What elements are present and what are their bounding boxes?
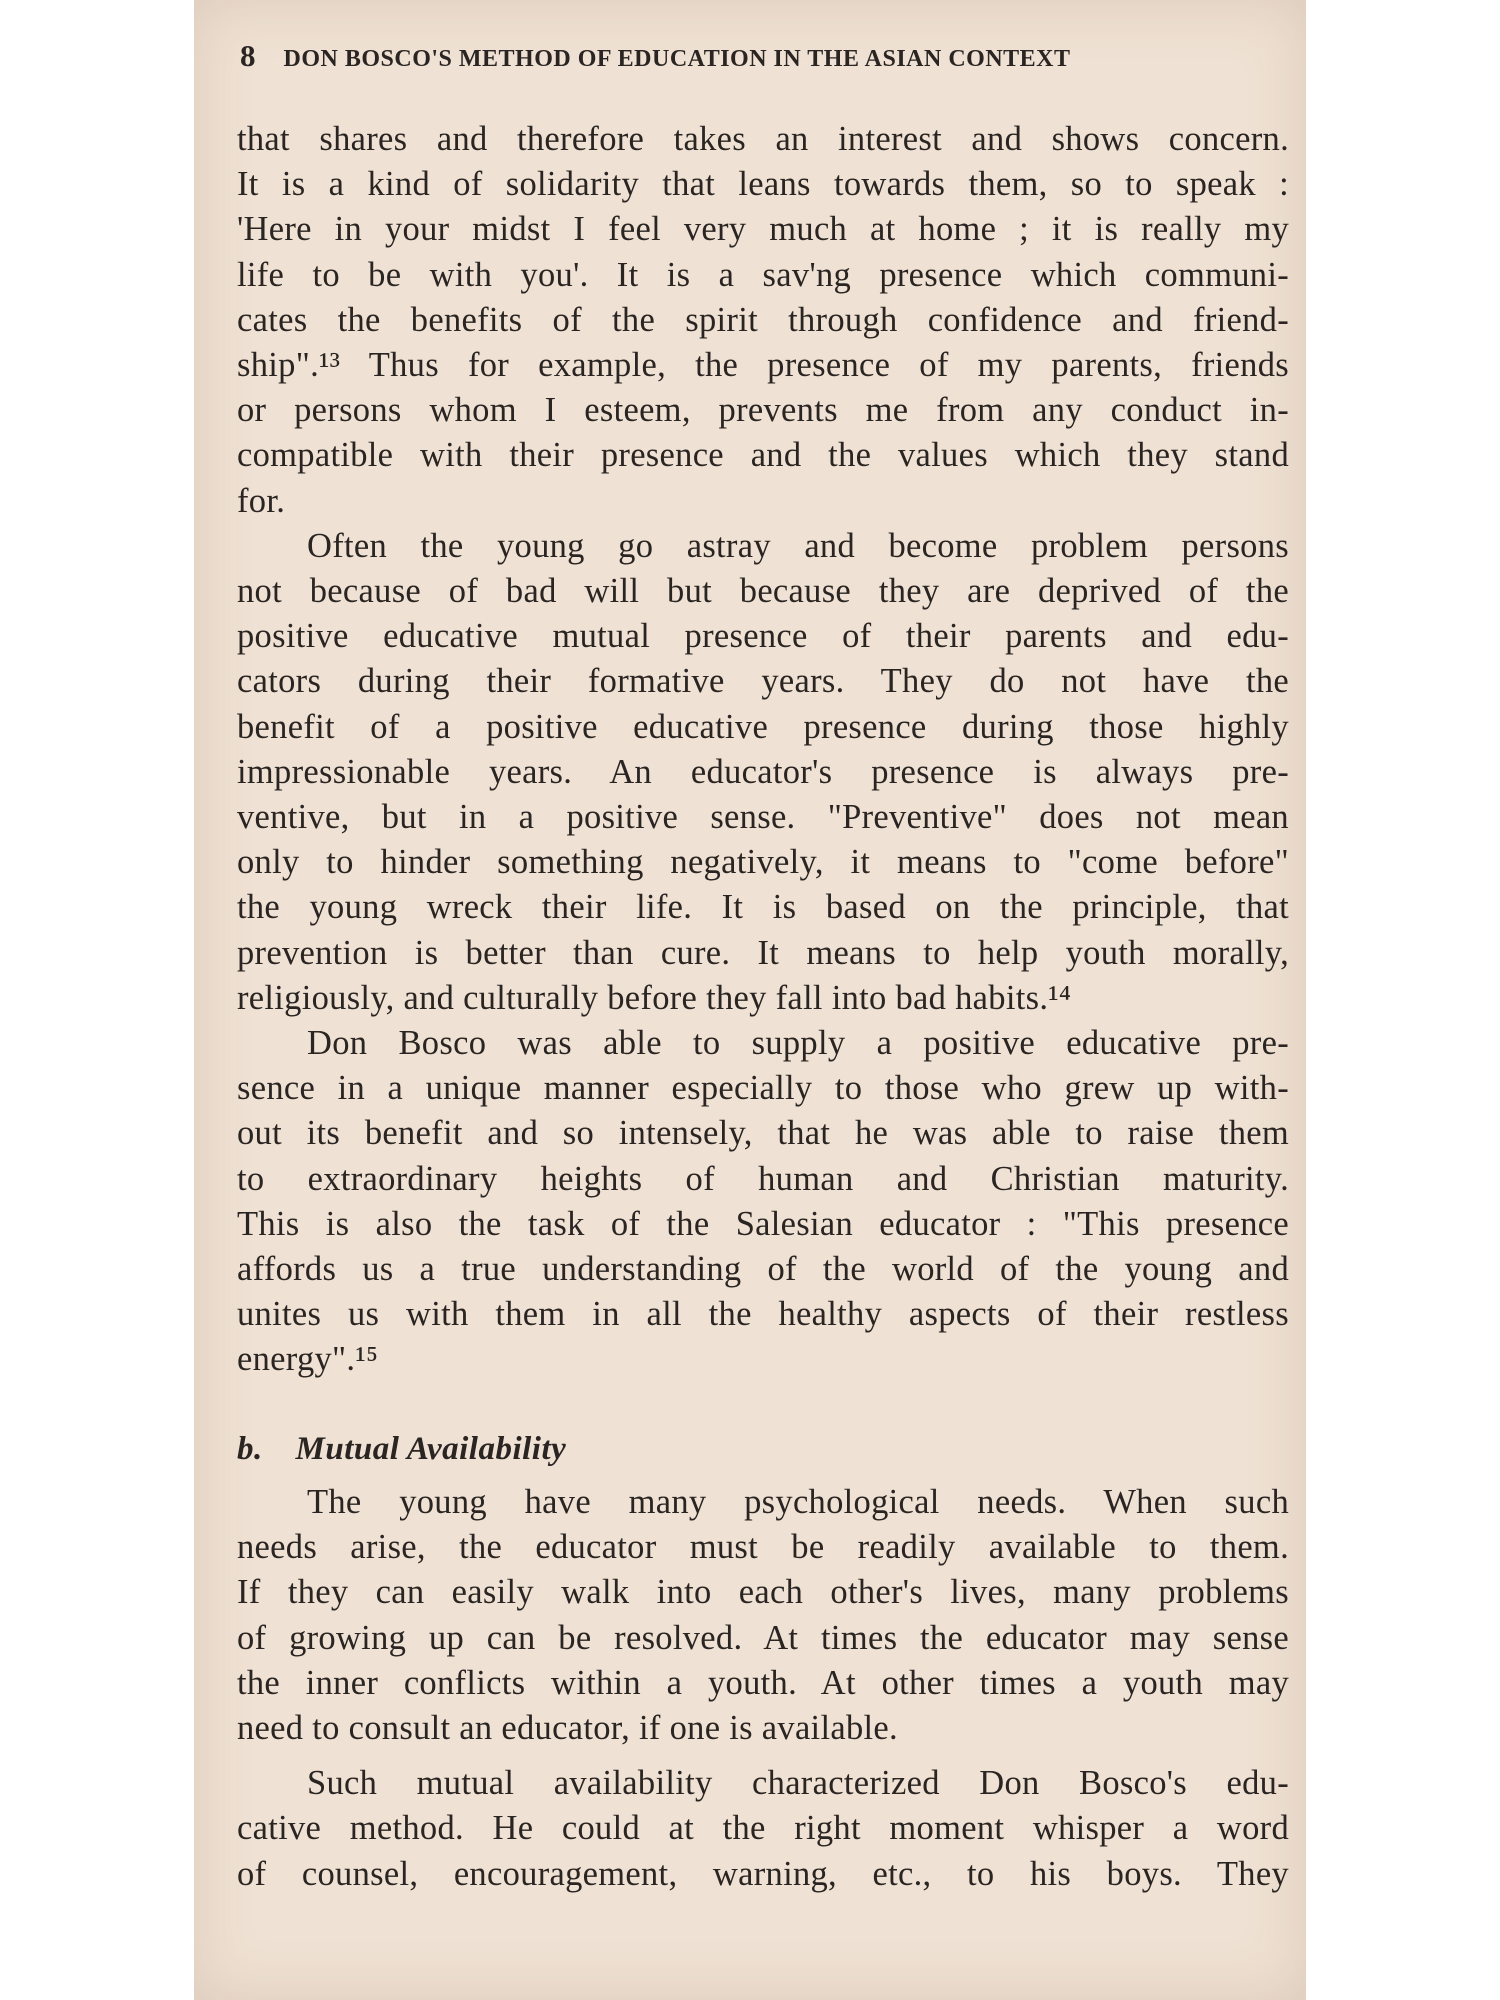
text-line: unites us with them in all the healthy aspects of their restless <box>237 1295 1289 1334</box>
text-line: cative method. He could at the right moment whisper a word <box>237 1809 1289 1848</box>
text-line: impressionable years. An educator's presence is always pre- <box>237 752 1289 791</box>
text-line: positive educative mutual presence of their parents and edu- <box>237 617 1289 656</box>
text-line: Don Bosco was able to supply a positive educative pre- <box>307 1024 1289 1063</box>
text-line: cators during their formative years. They do not have the <box>237 662 1289 701</box>
text-line: cates the benefits of the spirit through confidence and friend- <box>237 300 1289 339</box>
paragraph-gap <box>237 1751 1289 1761</box>
text-line: of counsel, encouragement, warning, etc., to his boys. They <box>237 1854 1289 1893</box>
text-line: 'Here in your midst I feel very much at home ; it is really my <box>237 210 1289 249</box>
text-line: need to consult an educator, if one is available. <box>237 1708 898 1747</box>
text-line: benefit of a positive educative presence during those highly <box>237 707 1289 746</box>
text-line: sence in a unique manner especially to those who grew up with- <box>237 1069 1289 1108</box>
section-heading <box>237 1427 1289 1472</box>
text-line: needs arise, the educator must be readily available to them. <box>237 1528 1289 1567</box>
text-line: to extraordinary heights of human and Christian maturity. <box>237 1159 1289 1198</box>
paragraph <box>237 1021 1289 1383</box>
text-line: ship".¹³ Thus for example, the presence of my parents, friends <box>237 346 1289 385</box>
text-line: This is also the task of the Salesian educator : "This presence <box>237 1204 1289 1243</box>
text-line: affords us a true understanding of the world of the young and <box>237 1250 1289 1289</box>
body-text <box>237 117 1289 1897</box>
running-header <box>240 38 1270 74</box>
text-line: religiously, and culturally before they fall into bad habits.¹⁴ <box>237 978 1072 1017</box>
section-title: Mutual Availability <box>295 1430 567 1467</box>
text-line: It is a kind of solidarity that leans towards them, so to speak : <box>237 165 1289 204</box>
section-letter: b. <box>237 1430 263 1467</box>
page-number: 8 <box>240 38 256 73</box>
text-line: If they can easily walk into each other's lives, many problems <box>237 1573 1289 1612</box>
running-title: DON BOSCO'S METHOD OF EDUCATION IN THE ASIAN CONTEXT <box>283 46 1071 72</box>
book-page <box>194 0 1306 2000</box>
paragraph <box>237 1761 1289 1897</box>
paragraph <box>237 524 1289 1021</box>
text-line: life to be with you'. It is a sav'ng presence which communi- <box>237 255 1289 294</box>
text-line: only to hinder something negatively, it means to "come before" <box>237 843 1289 882</box>
text-line: ventive, but in a positive sense. "Preventive" does not mean <box>237 798 1289 837</box>
text-line: of growing up can be resolved. At times the educator may sense <box>237 1618 1289 1657</box>
text-line: compatible with their presence and the values which they stand <box>237 436 1289 475</box>
text-line: the inner conflicts within a youth. At other times a youth may <box>237 1663 1289 1702</box>
text-line: out its benefit and so intensely, that he was able to raise them <box>237 1114 1289 1153</box>
text-line: for. <box>237 481 286 520</box>
paragraph <box>237 117 1289 524</box>
text-line: the young wreck their life. It is based on the principle, that <box>237 888 1289 927</box>
text-line: The young have many psychological needs. When such <box>307 1482 1289 1521</box>
text-line: that shares and therefore takes an interest and shows concern. <box>237 120 1289 158</box>
paragraph <box>237 1480 1289 1751</box>
text-line: energy".¹⁵ <box>237 1340 379 1379</box>
text-line: Such mutual availability characterized Don Bosco's edu- <box>307 1764 1289 1803</box>
text-line: not because of bad will but because they are deprived of the <box>237 572 1289 611</box>
text-line: prevention is better than cure. It means to help youth morally, <box>237 933 1289 972</box>
text-line: or persons whom I esteem, prevents me from any conduct in- <box>237 391 1289 430</box>
text-line: Often the young go astray and become problem persons <box>307 526 1289 565</box>
